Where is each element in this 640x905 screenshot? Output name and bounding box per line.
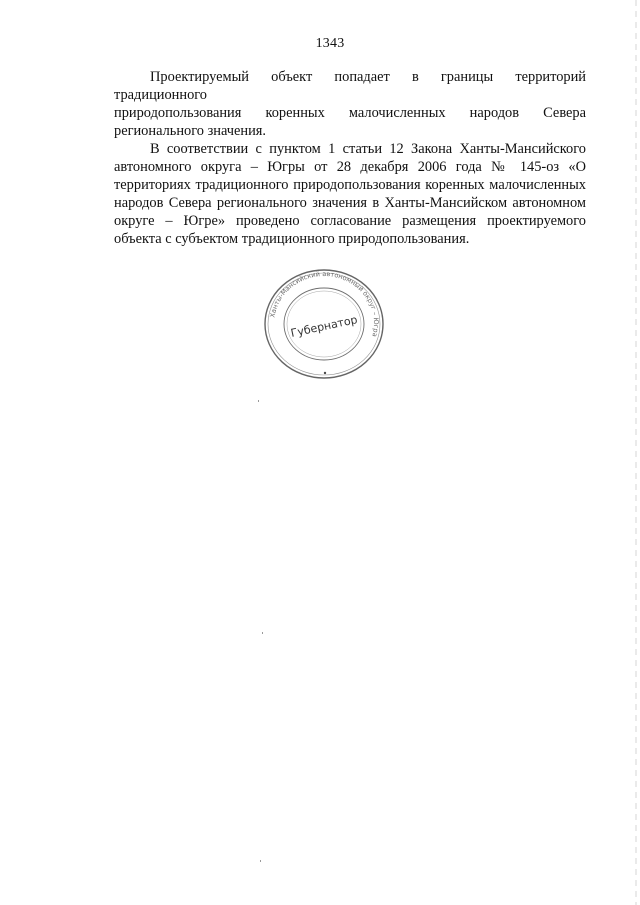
scan-speck xyxy=(260,860,261,862)
text-line: округе – Югре» проведено согласование размещения проектируемого xyxy=(114,213,586,229)
text-line: автономного округа – Югры от 28 декабря 2006 года № 145-оз «О xyxy=(114,159,586,175)
stamp-ring-text: Ханты-Мансийский автономный округ – Югра xyxy=(268,269,381,338)
stamp-center-text: Губернатор xyxy=(289,313,359,340)
text-line: территориях традиционного природопользования коренных малочисленных xyxy=(114,177,586,193)
text-line: регионального значения. xyxy=(114,123,267,139)
stamp-star-mark xyxy=(324,372,326,374)
scan-edge-artifact xyxy=(635,0,637,905)
text-line: народов Севера регионального значения в Ханты-Мансийском автономном xyxy=(114,195,586,211)
scan-speck xyxy=(262,632,263,634)
text-line: В соответствии с пунктом 1 статьи 12 Закона Ханты-Мансийского xyxy=(150,141,586,157)
paragraph-2 xyxy=(114,140,586,248)
text-line: природопользования коренных малочисленных народов Севера xyxy=(114,105,586,121)
text-line: Проектируемый объект попадает в границы территорий традиционного xyxy=(114,69,586,103)
document-body xyxy=(114,68,586,248)
page-number: 1343 xyxy=(315,36,345,51)
official-seal-stamp xyxy=(262,268,386,380)
paragraph-1 xyxy=(114,68,586,140)
scan-speck xyxy=(258,400,259,402)
text-line: объекта с субъектом традиционного природопользования. xyxy=(114,231,470,247)
